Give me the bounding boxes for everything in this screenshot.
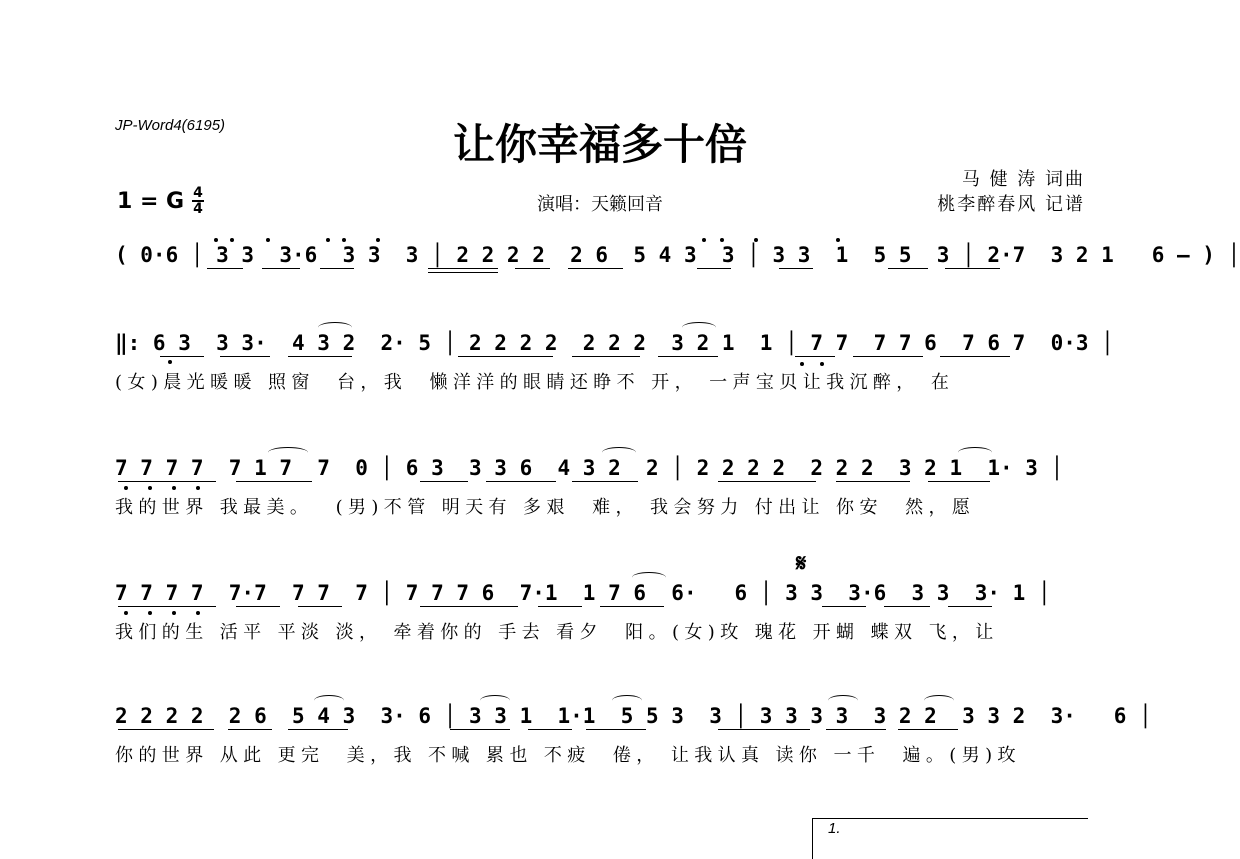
low-octave-dot [172, 486, 176, 490]
low-octave-dot [172, 611, 176, 615]
high-octave-dot [720, 238, 724, 242]
source-tag: JP-Word4(6195) [115, 117, 226, 134]
low-octave-dot [820, 362, 824, 366]
lyricist-composer: 马 健 涛 词曲 [961, 169, 1085, 190]
low-octave-dot [148, 611, 152, 615]
beam [779, 268, 813, 269]
low-octave-dot [168, 360, 172, 364]
beam [236, 606, 280, 607]
beam [458, 356, 553, 357]
system-4-lyrics: 我们的生 活平 平淡 淡， 牵着你的 手去 看夕 阳。(女)玫 瑰花 开蝴 蝶双 飞，让 [115, 622, 999, 643]
beam [236, 481, 312, 482]
slur [682, 322, 716, 333]
beam [945, 268, 1000, 269]
system-2-notes: ‖: 6 3 3 3· 4 3 2 2· 5 │ 2 2 2 2 2 2 2 3 2 1 1 │ 7 7 7 7 6 7 6 7 0·3 │ [115, 331, 1114, 355]
beam [884, 606, 930, 607]
slur [632, 572, 666, 583]
low-octave-dot [196, 486, 200, 490]
beam [718, 729, 810, 730]
low-octave-dot [124, 611, 128, 615]
slur [480, 695, 510, 706]
beam [568, 268, 623, 269]
high-octave-dot [376, 238, 380, 242]
beam [822, 606, 866, 607]
system-2-lyrics: (女)晨光暖暖 照窗 台，我 懒洋洋的眼睛还睁不 开， 一声宝贝让我沉醉， 在 [115, 372, 955, 393]
beam [450, 729, 510, 730]
beam [658, 356, 718, 357]
beam [853, 356, 923, 357]
slur [958, 447, 992, 458]
key-signature: 1 = G [117, 188, 185, 214]
beam [420, 481, 468, 482]
high-octave-dot [342, 238, 346, 242]
high-octave-dot [230, 238, 234, 242]
beam [948, 606, 992, 607]
beam [420, 606, 518, 607]
high-octave-dot [214, 238, 218, 242]
beam [220, 356, 270, 357]
low-octave-dot [800, 362, 804, 366]
beam [228, 729, 272, 730]
high-octave-dot [702, 238, 706, 242]
transcriber: 桃李醉春风 记谱 [937, 194, 1085, 215]
time-beats: 4 [193, 185, 203, 201]
high-octave-dot [754, 238, 758, 242]
system-3-notes: 7 7 7 7 7 1 7 7 0 │ 6 3 3 3 6 4 3 2 2 │ 2 2 2 2 2 2 2 3 2 1 1· 3 │ [115, 456, 1064, 480]
slur [602, 447, 636, 458]
beam [262, 268, 300, 269]
high-octave-dot [326, 238, 330, 242]
beam [940, 356, 1010, 357]
beam [207, 268, 243, 269]
beam [288, 729, 348, 730]
system-5-notes: 2 2 2 2 2 6 5 4 3 3· 6 │ 3 3 1 1·1 5 5 3 3 │ 3 3 3 3 3 2 2 3 3 2 3· 6 │ [115, 704, 1152, 728]
beam [572, 356, 640, 357]
beam [718, 481, 816, 482]
volta-label: 1. [828, 820, 841, 837]
beam [795, 356, 835, 357]
beam [826, 729, 886, 730]
song-title: 让你幸福多十倍 [452, 120, 747, 169]
beam [288, 356, 352, 357]
high-octave-dot [266, 238, 270, 242]
singer: 演唱：天籁回音 [537, 194, 663, 215]
beam [118, 481, 216, 482]
beam [697, 268, 731, 269]
beam [118, 606, 216, 607]
system-1-notes: ( 0·6 │ 3 3 3·6 3 3 3 │ 2 2 2 2 2 6 5 4 3 3 │ 3 3 1 5 5 3 │ 2·7 3 2 1 6 – ) │ [115, 243, 1240, 267]
slur [268, 447, 308, 458]
slur [314, 695, 344, 706]
key-time-signature [117, 186, 204, 216]
beam [600, 606, 664, 607]
slur [612, 695, 642, 706]
beam [428, 272, 498, 273]
beam [928, 481, 990, 482]
beam [888, 268, 928, 269]
slur [924, 695, 954, 706]
time-signature [192, 186, 204, 216]
volta-bracket [812, 818, 1088, 859]
beam [538, 606, 582, 607]
beam [898, 729, 958, 730]
beam [586, 729, 646, 730]
beam [486, 481, 556, 482]
beam [572, 481, 638, 482]
high-octave-dot [836, 238, 840, 242]
slur [318, 322, 352, 333]
beam [298, 606, 342, 607]
beam [515, 268, 550, 269]
segno-sign: 𝄋 [796, 548, 807, 577]
low-octave-dot [124, 486, 128, 490]
slur [828, 695, 858, 706]
system-4-notes: 7 7 7 7 7·7 7 7 7 │ 7 7 7 6 7·1 1 7 6 6· 6 │ 3 3 3·6 3 3 3· 1 │ [115, 581, 1051, 605]
beam [836, 481, 910, 482]
low-octave-dot [196, 611, 200, 615]
beam [320, 268, 354, 269]
time-unit: 4 [193, 201, 203, 217]
low-octave-dot [148, 486, 152, 490]
beam [118, 729, 214, 730]
beam [428, 268, 498, 269]
system-3-lyrics: 我的世界 我最美。 (男)不管 明天有 多艰 难， 我会努力 付出让 你安 然，愿 [115, 497, 976, 518]
beam [160, 356, 204, 357]
system-5-lyrics: 你的世界 从此 更完 美，我 不喊 累也 不疲 倦， 让我认真 读你 一千 遍。(男)玫 [115, 745, 1021, 766]
beam [528, 729, 572, 730]
